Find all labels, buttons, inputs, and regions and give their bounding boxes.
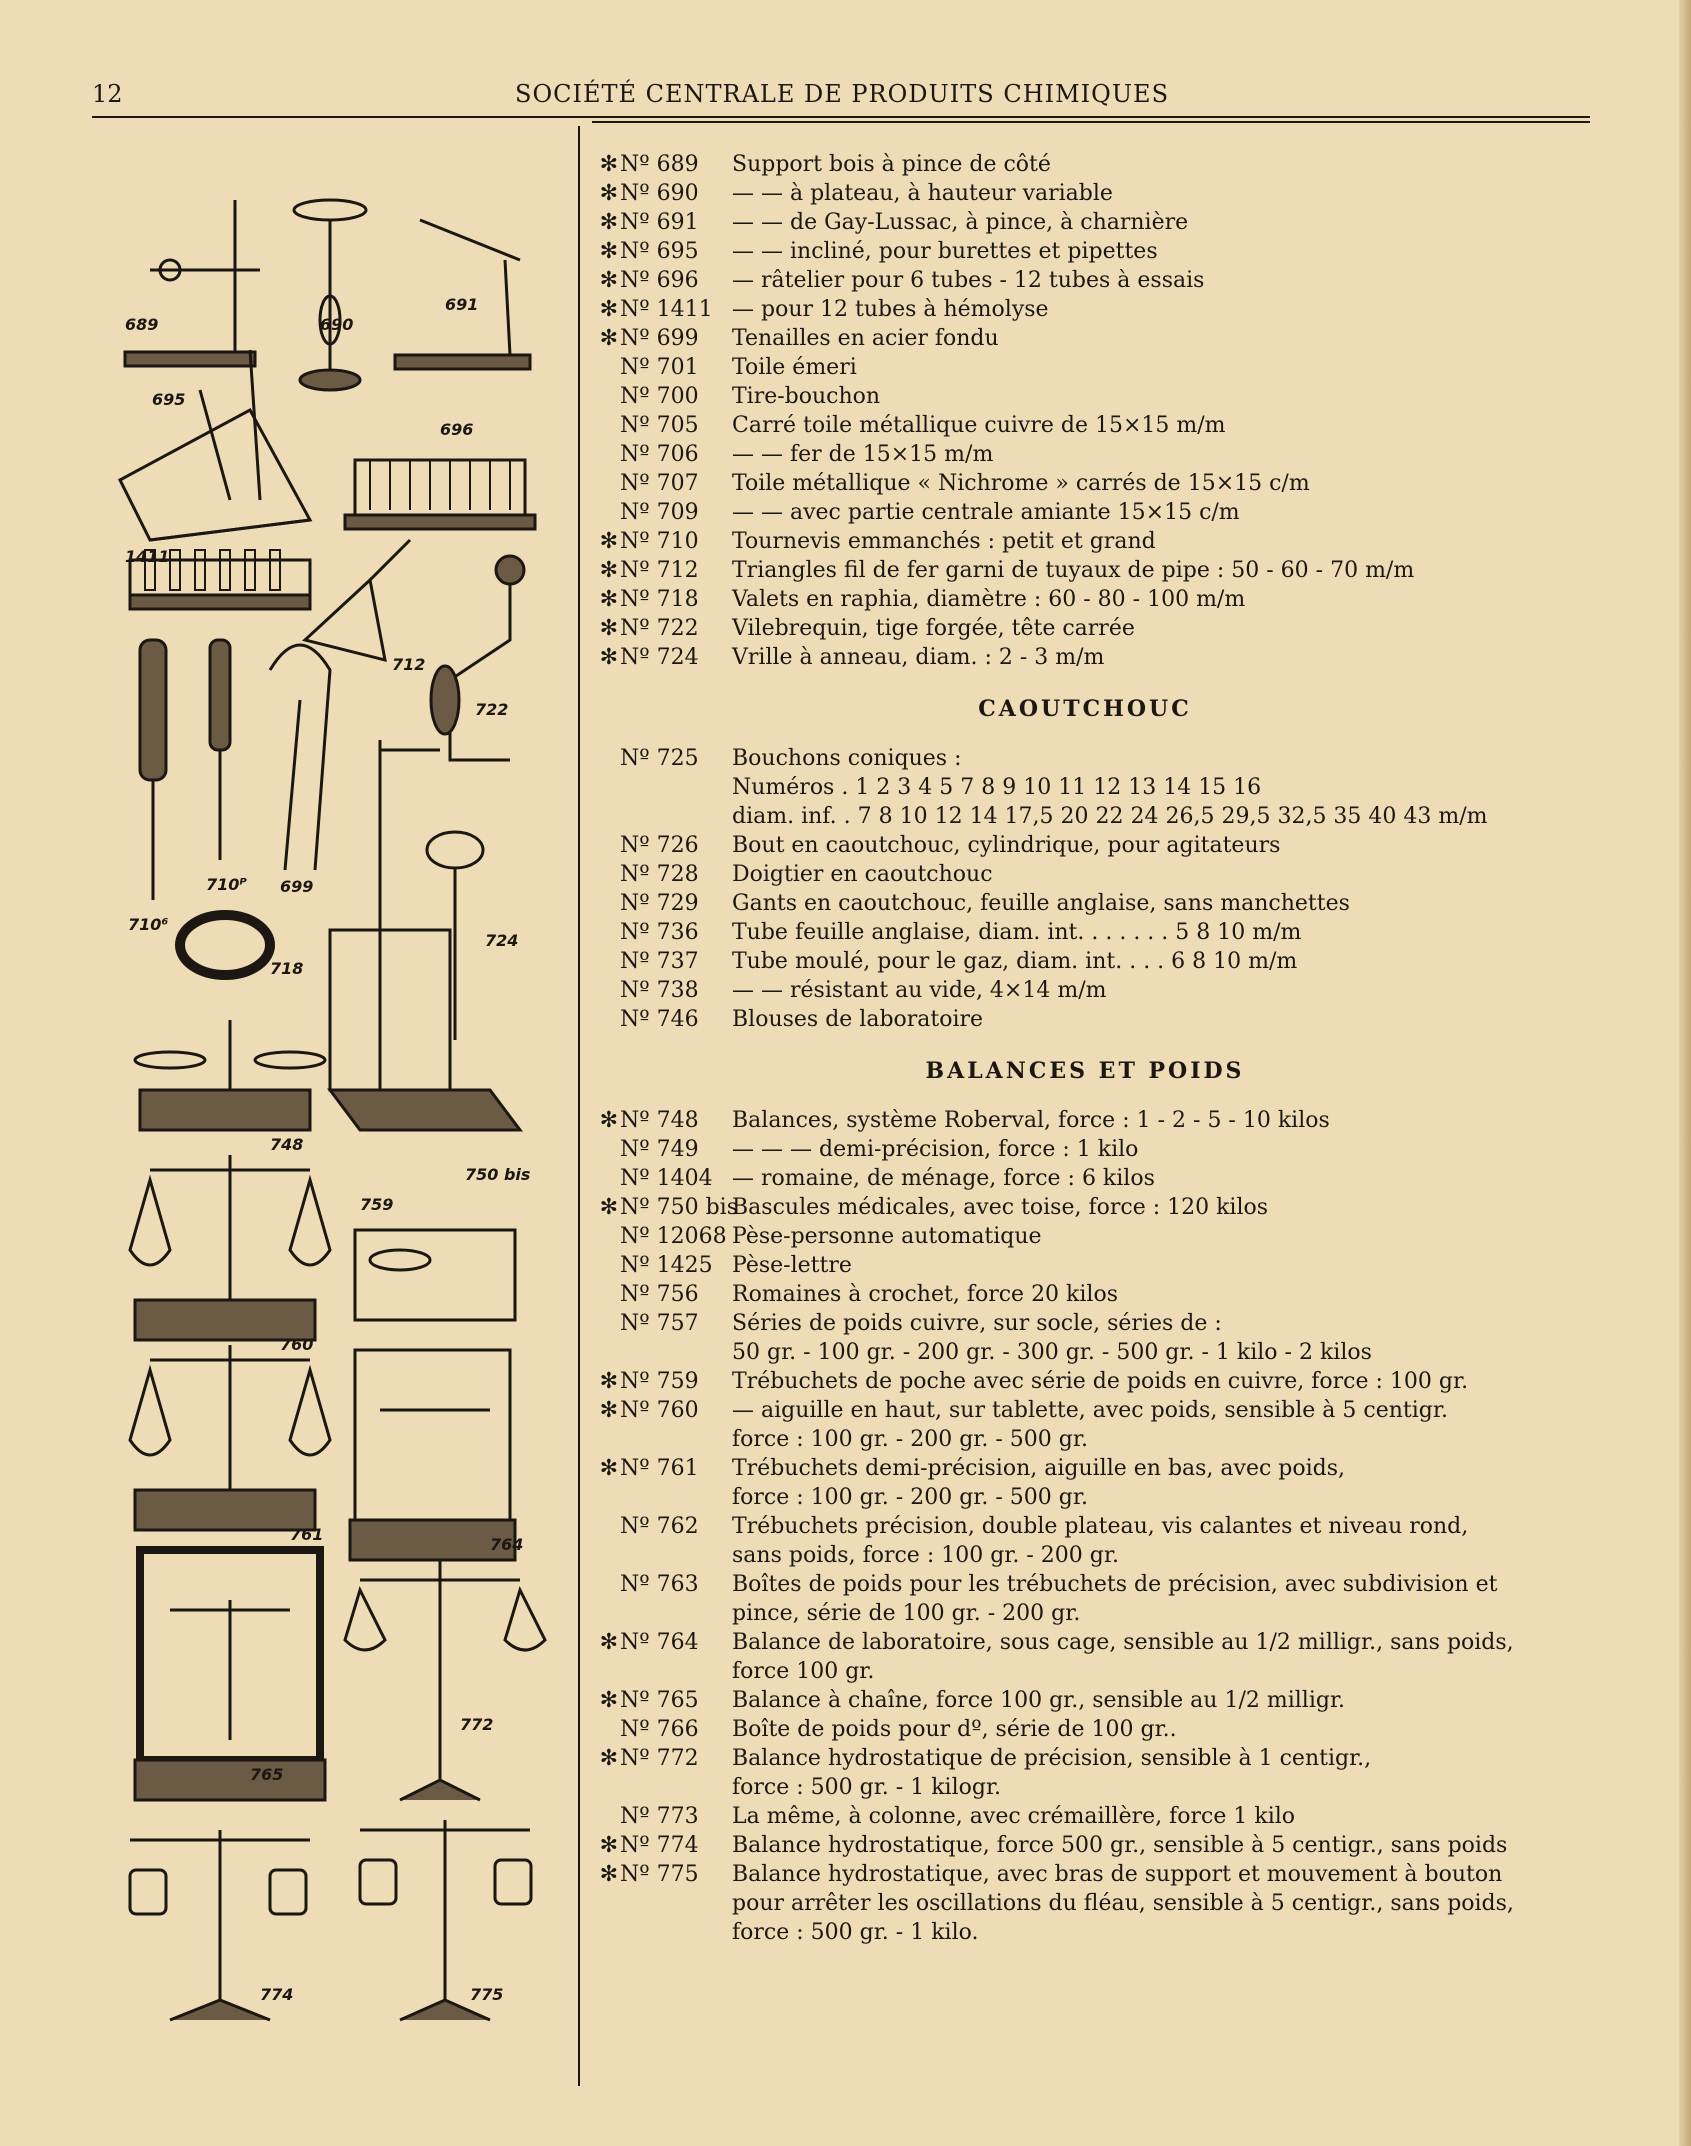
item-description: Balance hydrostatique, force 500 gr., sensible à 5 centigr., sans poids (732, 1833, 1508, 1858)
figure-label: 774 (260, 1985, 294, 2004)
item-number: Nº 749 (620, 1137, 699, 1162)
item-description: Trébuchets de poche avec série de poids en cuivre, force : 100 gr. (732, 1369, 1469, 1394)
figure-764 (350, 1350, 515, 1560)
item-description: — râtelier pour 6 tubes - 12 tubes à essais (732, 268, 1205, 293)
figure-label: 765 (250, 1765, 284, 1784)
item-number: Nº 718 (620, 587, 699, 612)
catalog-illustrations (110, 140, 560, 2040)
item-description: Pèse-lettre (732, 1253, 852, 1278)
figure-label: 691 (445, 295, 479, 314)
item-continuation: force : 500 gr. - 1 kilo. (732, 1920, 979, 1945)
item-description: — — incliné, pour burettes et pipettes (732, 239, 1158, 264)
catalog-entry (580, 208, 1590, 237)
item-description: Bascules médicales, avec toise, force : 120 kilos (732, 1195, 1269, 1220)
figure-label: 710⁶ (128, 915, 169, 934)
item-description: — — de Gay-Lussac, à pince, à charnière (732, 210, 1189, 235)
figure-label: 718 (270, 959, 304, 978)
star-mark: ✻ (599, 268, 618, 293)
catalog-entry (580, 1106, 1590, 1135)
figure-label: 761 (290, 1525, 324, 1544)
star-mark: ✻ (599, 1108, 618, 1133)
figure-label: 722 (475, 700, 509, 719)
catalog-entry (580, 1744, 1590, 1773)
catalog-entry (580, 556, 1590, 585)
catalog-entry (580, 1005, 1590, 1034)
catalog-entry (580, 179, 1590, 208)
size-table-diameters: diam. inf. . 7 8 10 12 14 17,5 20 22 24 26,5 29,5 32,5 35 40 43 m/m (732, 804, 1488, 829)
illustration-column (110, 140, 560, 2040)
item-number: Nº 691 (620, 210, 699, 235)
catalog-entry (580, 237, 1590, 266)
figure-label: 775 (470, 1985, 504, 2004)
item-number: Nº 760 (620, 1398, 699, 1423)
catalog-entry (580, 1164, 1590, 1193)
catalog-entry (580, 1570, 1590, 1599)
item-number: Nº 710 (620, 529, 699, 554)
catalog-entry (580, 1367, 1590, 1396)
catalog-entry (580, 1628, 1590, 1657)
item-number: Nº 709 (620, 500, 699, 525)
catalog-entry (580, 831, 1590, 860)
item-number: Nº 766 (620, 1717, 699, 1742)
item-description: Pèse-personne automatique (732, 1224, 1042, 1249)
size-table-numbers: Numéros . 1 2 3 4 5 7 8 9 10 11 12 13 14 15 16 (732, 775, 1262, 800)
item-description: — — résistant au vide, 4×14 m/m (732, 978, 1107, 1003)
star-mark: ✻ (599, 152, 618, 177)
figure-label: 760 (280, 1335, 314, 1354)
item-description: Balance de laboratoire, sous cage, sensible au 1/2 milligr., sans poids, (732, 1630, 1514, 1655)
star-mark: ✻ (599, 558, 618, 583)
catalog-listing (580, 150, 1590, 1947)
item-number: Nº 706 (620, 442, 699, 467)
figure-718 (180, 915, 270, 975)
star-mark: ✻ (599, 297, 618, 322)
figure-759 (355, 1230, 515, 1320)
figure-label: 772 (460, 1715, 494, 1734)
catalog-entry (580, 1686, 1590, 1715)
item-description: — pour 12 tubes à hémolyse (732, 297, 1049, 322)
catalog-entry (580, 440, 1590, 469)
figure-710 (140, 640, 230, 900)
catalog-entry (580, 266, 1590, 295)
item-number: Nº 729 (620, 891, 699, 916)
star-mark: ✻ (599, 616, 618, 641)
figure-748 (135, 1020, 325, 1130)
item-description: Balance à chaîne, force 100 gr., sensible au 1/2 milligr. (732, 1688, 1346, 1713)
catalog-entry (580, 585, 1590, 614)
item-number: Nº 765 (620, 1688, 699, 1713)
catalog-entry (580, 324, 1590, 353)
star-mark: ✻ (599, 1630, 618, 1655)
figure-775 (360, 1820, 531, 2020)
catalog-entry (580, 1135, 1590, 1164)
item-description: Tenailles en acier fondu (732, 326, 999, 351)
page-edge (1679, 0, 1691, 2146)
item-description: Tournevis emmanchés : petit et grand (732, 529, 1156, 554)
page-number: 12 (92, 80, 123, 108)
item-number: Nº 737 (620, 949, 699, 974)
item-continuation: sans poids, force : 100 gr. - 200 gr. (732, 1543, 1119, 1568)
catalog-entry (580, 469, 1590, 498)
item-description: Vrille à anneau, diam. : 2 - 3 m/m (732, 645, 1105, 670)
figure-699 (270, 645, 330, 870)
figure-690 (294, 200, 366, 390)
figure-label: 696 (440, 420, 474, 439)
item-number: Nº 773 (620, 1804, 699, 1829)
section-balances (580, 1106, 1590, 1947)
star-mark: ✻ (599, 1833, 618, 1858)
item-number: Nº 724 (620, 645, 699, 670)
catalog-entry (580, 1280, 1590, 1309)
figure-695 (120, 350, 310, 540)
item-number: Nº 701 (620, 355, 699, 380)
figure-label: 1411 (125, 547, 170, 566)
item-description: — — — demi-précision, force : 1 kilo (732, 1137, 1139, 1162)
item-continuation: force 100 gr. (732, 1659, 875, 1684)
catalog-entry (580, 1222, 1590, 1251)
catalog-entry (580, 353, 1590, 382)
item-description: Blouses de laboratoire (732, 1007, 984, 1032)
item-description: — — à plateau, à hauteur variable (732, 181, 1113, 206)
item-description: Séries de poids cuivre, sur socle, séries de : (732, 1311, 1222, 1336)
item-number: Nº 700 (620, 384, 699, 409)
catalog-entry (580, 860, 1590, 889)
item-number: Nº 750 bis (620, 1195, 738, 1220)
star-mark: ✻ (599, 1746, 618, 1771)
item-description: Balances, système Roberval, force : 1 - 2 - 5 - 10 kilos (732, 1108, 1330, 1133)
item-number: Nº 738 (620, 978, 699, 1003)
item-number: Nº 1411 (620, 297, 713, 322)
item-continuation: force : 100 gr. - 200 gr. - 500 gr. (732, 1427, 1088, 1452)
star-mark: ✻ (599, 326, 618, 351)
item-description: Boîtes de poids pour les trébuchets de précision, avec subdivision et (732, 1572, 1498, 1597)
figure-761 (130, 1345, 330, 1530)
star-mark: ✻ (599, 645, 618, 670)
catalog-entry (580, 976, 1590, 1005)
item-number: Nº 764 (620, 1630, 699, 1655)
item-number: Nº 775 (620, 1862, 699, 1887)
item-number: Nº 705 (620, 413, 699, 438)
figure-689 (125, 200, 260, 366)
catalog-entry (580, 1309, 1590, 1338)
item-number: Nº 761 (620, 1456, 699, 1481)
catalog-entry (580, 643, 1590, 672)
item-description: Valets en raphia, diamètre : 60 - 80 - 100 m/m (732, 587, 1246, 612)
item-description: Balance hydrostatique, avec bras de support et mouvement à bouton (732, 1862, 1503, 1887)
catalog-entry (580, 1860, 1590, 1889)
item-number: Nº 763 (620, 1572, 699, 1597)
catalog-entry (580, 1454, 1590, 1483)
figure-label: 699 (280, 877, 314, 896)
item-description: Tube feuille anglaise, diam. int. . . . . . . 5 8 10 m/m (732, 920, 1302, 945)
figure-765 (135, 1550, 325, 1800)
figure-712 (305, 540, 410, 660)
item-number: Nº 699 (620, 326, 699, 351)
header-rule (92, 116, 1590, 118)
item-description: Bouchons coniques : (732, 746, 962, 771)
item-description: Vilebrequin, tige forgée, tête carrée (732, 616, 1135, 641)
figure-772 (345, 1560, 545, 1800)
figure-label: 689 (125, 315, 159, 334)
item-number: Nº 12068 (620, 1224, 727, 1249)
item-description: Romaines à crochet, force 20 kilos (732, 1282, 1118, 1307)
figure-label: 750 bis (465, 1165, 531, 1184)
item-description: Bout en caoutchouc, cylindrique, pour agitateurs (732, 833, 1281, 858)
item-number: Nº 722 (620, 616, 699, 641)
catalog-entry (580, 744, 1590, 773)
figure-label: 712 (392, 655, 426, 674)
item-continuation: force : 100 gr. - 200 gr. - 500 gr. (732, 1485, 1088, 1510)
catalog-entry (580, 527, 1590, 556)
catalog-entry (580, 1512, 1590, 1541)
catalog-entry (580, 947, 1590, 976)
item-number: Nº 759 (620, 1369, 699, 1394)
section-heading-caoutchouc: CAOUTCHOUC (978, 696, 1192, 722)
item-number: Nº 746 (620, 1007, 699, 1032)
item-number: Nº 689 (620, 152, 699, 177)
figure-label: 690 (320, 315, 354, 334)
item-number: Nº 690 (620, 181, 699, 206)
item-description: La même, à colonne, avec crémaillère, force 1 kilo (732, 1804, 1296, 1829)
catalog-entry (580, 498, 1590, 527)
star-mark: ✻ (599, 1456, 618, 1481)
item-description: Trébuchets demi-précision, aiguille en bas, avec poids, (732, 1456, 1346, 1481)
item-description: Doigtier en caoutchouc (732, 862, 993, 887)
item-description: Gants en caoutchouc, feuille anglaise, sans manchettes (732, 891, 1350, 916)
item-number: Nº 725 (620, 746, 699, 771)
catalog-entry (580, 1831, 1590, 1860)
star-mark: ✻ (599, 587, 618, 612)
item-description: — — fer de 15×15 m/m (732, 442, 994, 467)
figure-label: 695 (152, 390, 186, 409)
item-number: Nº 728 (620, 862, 699, 887)
item-description: Carré toile métallique cuivre de 15×15 m/m (732, 413, 1226, 438)
item-number: Nº 712 (620, 558, 699, 583)
section-supports-tools (580, 150, 1590, 672)
catalog-entry (580, 1193, 1590, 1222)
item-number: Nº 726 (620, 833, 699, 858)
item-description: Support bois à pince de côté (732, 152, 1051, 177)
star-mark: ✻ (599, 1195, 618, 1220)
item-description: Toile métallique « Nichrome » carrés de 15×15 c/m (732, 471, 1310, 496)
catalog-entry (580, 1715, 1590, 1744)
item-description: Toile émeri (732, 355, 857, 380)
item-number: Nº 696 (620, 268, 699, 293)
item-description: Tube moulé, pour le gaz, diam. int. . . . 6 8 10 m/m (732, 949, 1298, 974)
item-description: — aiguille en haut, sur tablette, avec poids, sensible à 5 centigr. (732, 1398, 1448, 1423)
item-description: Triangles fil de fer garni de tuyaux de pipe : 50 - 60 - 70 m/m (732, 558, 1415, 583)
star-mark: ✻ (599, 1862, 618, 1887)
item-number: Nº 1404 (620, 1166, 713, 1191)
catalog-entry (580, 1251, 1590, 1280)
item-continuation: 50 gr. - 100 gr. - 200 gr. - 300 gr. - 500 gr. - 1 kilo - 2 kilos (732, 1340, 1372, 1365)
star-mark: ✻ (599, 210, 618, 235)
figure-722 (431, 556, 524, 760)
catalog-entry (580, 1396, 1590, 1425)
item-description: — romaine, de ménage, force : 6 kilos (732, 1166, 1155, 1191)
catalog-entry (580, 889, 1590, 918)
section-heading-balances: BALANCES ET POIDS (925, 1058, 1245, 1084)
star-mark: ✻ (599, 1688, 618, 1713)
catalog-entry (580, 150, 1590, 179)
figure-label: 724 (485, 931, 519, 950)
star-mark: ✻ (599, 1398, 618, 1423)
catalog-entry (580, 614, 1590, 643)
section-caoutchouc (580, 744, 1590, 1034)
item-description: — — avec partie centrale amiante 15×15 c/m (732, 500, 1240, 525)
item-number: Nº 762 (620, 1514, 699, 1539)
item-description: Trébuchets précision, double plateau, vis calantes et niveau rond, (732, 1514, 1469, 1539)
header-rule-secondary (592, 121, 1590, 123)
item-continuation: force : 500 gr. - 1 kilogr. (732, 1775, 1002, 1800)
star-mark: ✻ (599, 239, 618, 264)
item-description: Tire-bouchon (732, 384, 881, 409)
running-head: SOCIÉTÉ CENTRALE DE PRODUITS CHIMIQUES (515, 80, 1170, 108)
item-description: Balance hydrostatique de précision, sensible à 1 centigr., (732, 1746, 1372, 1771)
item-number: Nº 1425 (620, 1253, 713, 1278)
item-number: Nº 707 (620, 471, 699, 496)
figure-label: 710ᴾ (206, 875, 247, 894)
item-number: Nº 774 (620, 1833, 699, 1858)
catalog-entry (580, 295, 1590, 324)
item-continuation: pince, série de 100 gr. - 200 gr. (732, 1601, 1081, 1626)
figure-label: 759 (360, 1195, 394, 1214)
catalog-entry (580, 1802, 1590, 1831)
item-number: Nº 756 (620, 1282, 699, 1307)
star-mark: ✻ (599, 529, 618, 554)
figure-label: 764 (490, 1535, 524, 1554)
star-mark: ✻ (599, 1369, 618, 1394)
item-number: Nº 757 (620, 1311, 699, 1336)
item-description: Boîte de poids pour dº, série de 100 gr.. (732, 1717, 1177, 1742)
figure-760 (130, 1155, 330, 1340)
item-number: Nº 695 (620, 239, 699, 264)
item-number: Nº 748 (620, 1108, 699, 1133)
catalog-entry (580, 382, 1590, 411)
item-number: Nº 772 (620, 1746, 699, 1771)
catalog-entry (580, 411, 1590, 440)
catalog-entry (580, 918, 1590, 947)
figure-696 (345, 460, 535, 529)
item-continuation: pour arrêter les oscillations du fléau, sensible à 5 centigr., sans poids, (732, 1891, 1514, 1916)
figure-label: 748 (270, 1135, 304, 1154)
star-mark: ✻ (599, 181, 618, 206)
item-number: Nº 736 (620, 920, 699, 945)
figure-724 (427, 832, 483, 1040)
